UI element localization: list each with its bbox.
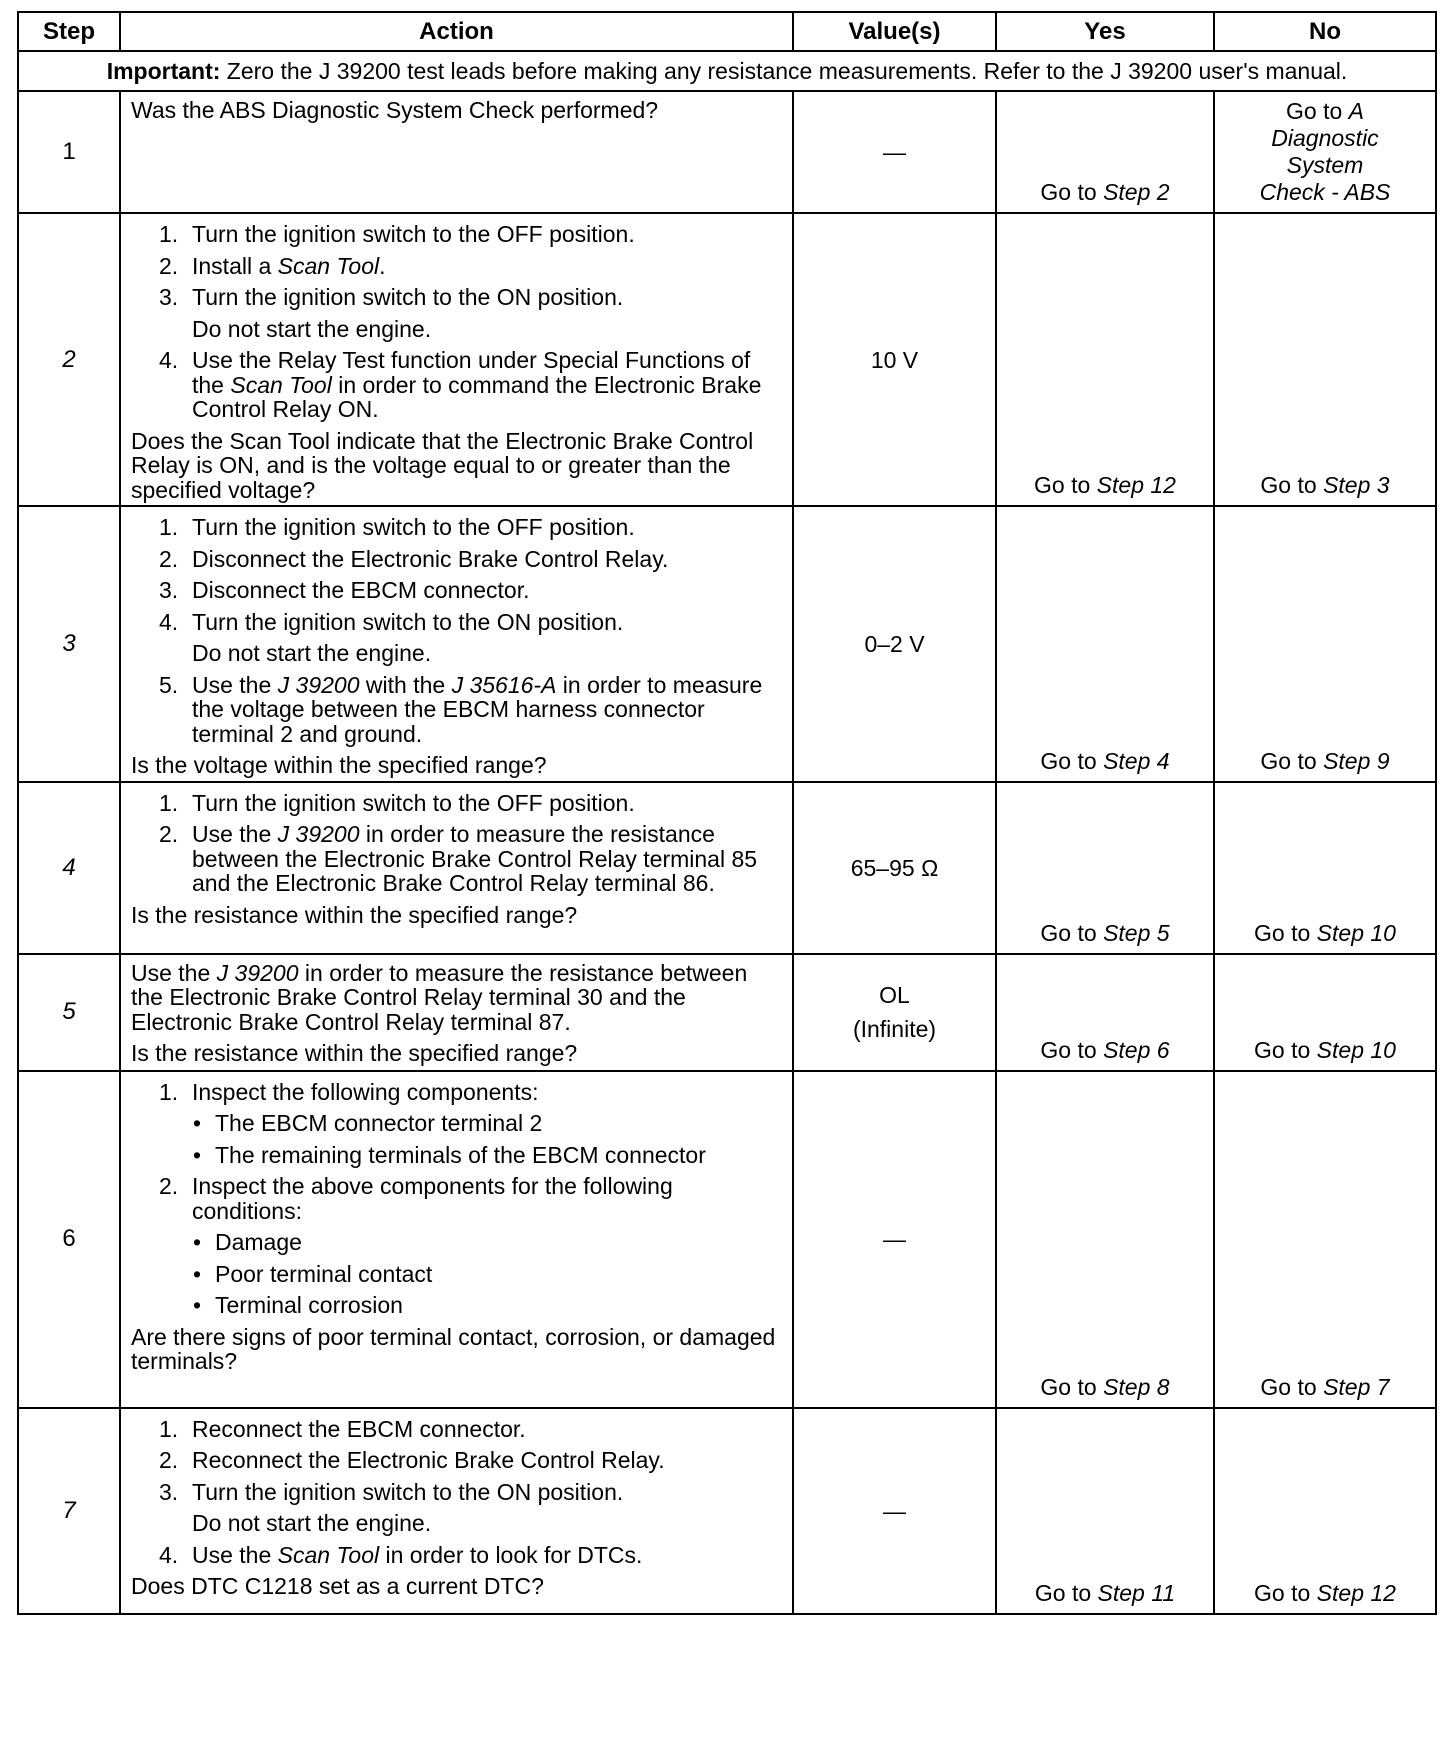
important-label: Important: — [106, 57, 221, 84]
list-item: 4. Use the Relay Test function under Special Functions of the Scan Tool in order to command the Electronic Brake Control Relay ON. — [159, 347, 762, 422]
step-number: 7 — [18, 1408, 120, 1614]
no-cell: Go to Step 3 — [1214, 213, 1436, 506]
step-number: 6 — [18, 1071, 120, 1408]
yes-target: Step 2 — [1103, 179, 1170, 205]
table-row — [18, 1071, 1436, 1408]
no-cell: Go to Step 9 — [1214, 506, 1436, 782]
step-number: 1 — [18, 91, 120, 213]
yes-cell: Go to Step 6 — [996, 954, 1214, 1071]
important-row — [18, 51, 1436, 91]
list-item: 4. Turn the ignition switch to the ON position. — [159, 608, 624, 635]
table-row — [18, 782, 1436, 954]
step-number: 5 — [18, 954, 120, 1071]
yes-cell: Go to Step 4 — [996, 506, 1214, 782]
list-item: 1. Turn the ignition switch to the OFF position. — [159, 789, 635, 816]
question: Does the Scan Tool indicate that the Electronic Brake Control Relay is ON, and is the voltage equal to or greater than the specified voltage? — [131, 427, 754, 503]
no-cell — [1214, 91, 1436, 213]
diagnostic-table — [17, 11, 1437, 1615]
bullet-item: • The EBCM connector terminal 2 — [193, 1110, 543, 1136]
header-row — [18, 12, 1436, 51]
question: Is the voltage within the specified range? — [131, 752, 547, 778]
table-row — [18, 213, 1436, 506]
value-cell: — — [793, 91, 996, 213]
action-cell — [120, 213, 793, 506]
yes-cell: Go to Step 5 — [996, 782, 1214, 954]
value-cell: 0–2 V — [793, 506, 996, 782]
no-line: System — [1286, 152, 1364, 178]
bullet-item: • Terminal corrosion — [193, 1292, 403, 1318]
value-cell: 10 V — [793, 213, 996, 506]
list-item: 2. Reconnect the Electronic Brake Control Relay. — [159, 1447, 665, 1473]
no-line: A — [1348, 98, 1364, 124]
step-number: 4 — [18, 782, 120, 954]
important-note — [18, 51, 1436, 91]
bullet-item: • The remaining terminals of the EBCM connector — [193, 1141, 706, 1168]
yes-cell: Go to Step 11 — [996, 1408, 1214, 1614]
bullet-item: • Poor terminal contact — [193, 1260, 433, 1287]
question: Is the resistance within the specified range? — [131, 901, 578, 928]
no-cell: Go to Step 12 — [1214, 1408, 1436, 1614]
header-step: Step — [18, 12, 120, 51]
no-line: Diagnostic — [1271, 125, 1379, 151]
list-item: 3. Turn the ignition switch to the ON position. — [159, 284, 624, 310]
list-item: 3. Turn the ignition switch to the ON position. — [159, 1478, 624, 1505]
action-cell — [120, 506, 793, 782]
value-cell: OL (Infinite) — [793, 954, 996, 1071]
bullet-item: • Damage — [193, 1229, 302, 1255]
list-item: 2. Use the J 39200 in order to measure the resistance between the Electronic Brake Control Relay terminal 85 and the Electronic Brake Control Relay terminal 86. — [159, 821, 758, 896]
no-cell: Go to Step 10 — [1214, 782, 1436, 954]
header-yes: Yes — [996, 12, 1214, 51]
instruction: Use the J 39200 in order to measure the resistance between the Electronic Brake Control Relay terminal 30 and the Electronic Brake Control Relay terminal 87. — [131, 959, 748, 1035]
table-row — [18, 506, 1436, 782]
step-number: 2 — [18, 213, 120, 506]
list-item: 1. Turn the ignition switch to the OFF position. — [159, 514, 635, 540]
action-cell — [120, 1408, 793, 1614]
list-item: 1. Turn the ignition switch to the OFF position. — [159, 221, 635, 247]
value-cell: — — [793, 1408, 996, 1614]
table-row — [18, 91, 1436, 213]
header-no: No — [1214, 12, 1436, 51]
sub-note: Do not start the engine. — [192, 1510, 432, 1536]
action-cell — [120, 1071, 793, 1408]
header-action: Action — [120, 12, 793, 51]
question: Was the ABS Diagnostic System Check performed? — [131, 97, 659, 123]
sub-note: Do not start the engine. — [192, 640, 432, 666]
question: Are there signs of poor terminal contact, corrosion, or damaged terminals? — [131, 1323, 776, 1374]
value-cell: — — [793, 1071, 996, 1408]
header-values: Value(s) — [793, 12, 996, 51]
yes-cell: Go to Step 12 — [996, 213, 1214, 506]
list-item: 2. Install a Scan Tool. — [159, 252, 386, 279]
action-cell — [120, 782, 793, 954]
no-cell: Go to Step 7 — [1214, 1071, 1436, 1408]
question: Is the resistance within the specified range? — [131, 1040, 578, 1066]
table-row — [18, 954, 1436, 1071]
step-number: 3 — [18, 506, 120, 782]
list-item: 2. Inspect the above components for the following conditions: — [159, 1173, 673, 1224]
yes-cell: Go to Step 8 — [996, 1071, 1214, 1408]
no-cell: Go to Step 10 — [1214, 954, 1436, 1071]
sub-note: Do not start the engine. — [192, 315, 432, 342]
list-item: 2. Disconnect the Electronic Brake Control Relay. — [159, 545, 669, 572]
list-item: 4. Use the Scan Tool in order to look for DTCs. — [159, 1541, 643, 1568]
list-item: 3. Disconnect the EBCM connector. — [159, 577, 530, 603]
important-text: Zero the J 39200 test leads before making any resistance measurements. Refer to the J 39200 user's manual. — [220, 57, 1348, 84]
no-line: Check - ABS — [1259, 179, 1391, 205]
value-cell: 65–95 Ω — [793, 782, 996, 954]
go-to-text: Go to — [1040, 179, 1104, 205]
list-item: 1. Reconnect the EBCM connector. — [159, 1415, 526, 1442]
yes-cell — [996, 91, 1214, 213]
action-cell — [120, 91, 793, 213]
list-item: 5. Use the J 39200 with the J 35616-A in order to measure the voltage between the EBCM harness connector terminal 2 and ground. — [159, 671, 763, 747]
action-cell — [120, 954, 793, 1071]
question: Does DTC C1218 set as a current DTC? — [131, 1573, 544, 1599]
list-item: 1. Inspect the following components: — [159, 1078, 539, 1105]
go-to-text: Go to — [1286, 98, 1349, 124]
table-row — [18, 1408, 1436, 1614]
